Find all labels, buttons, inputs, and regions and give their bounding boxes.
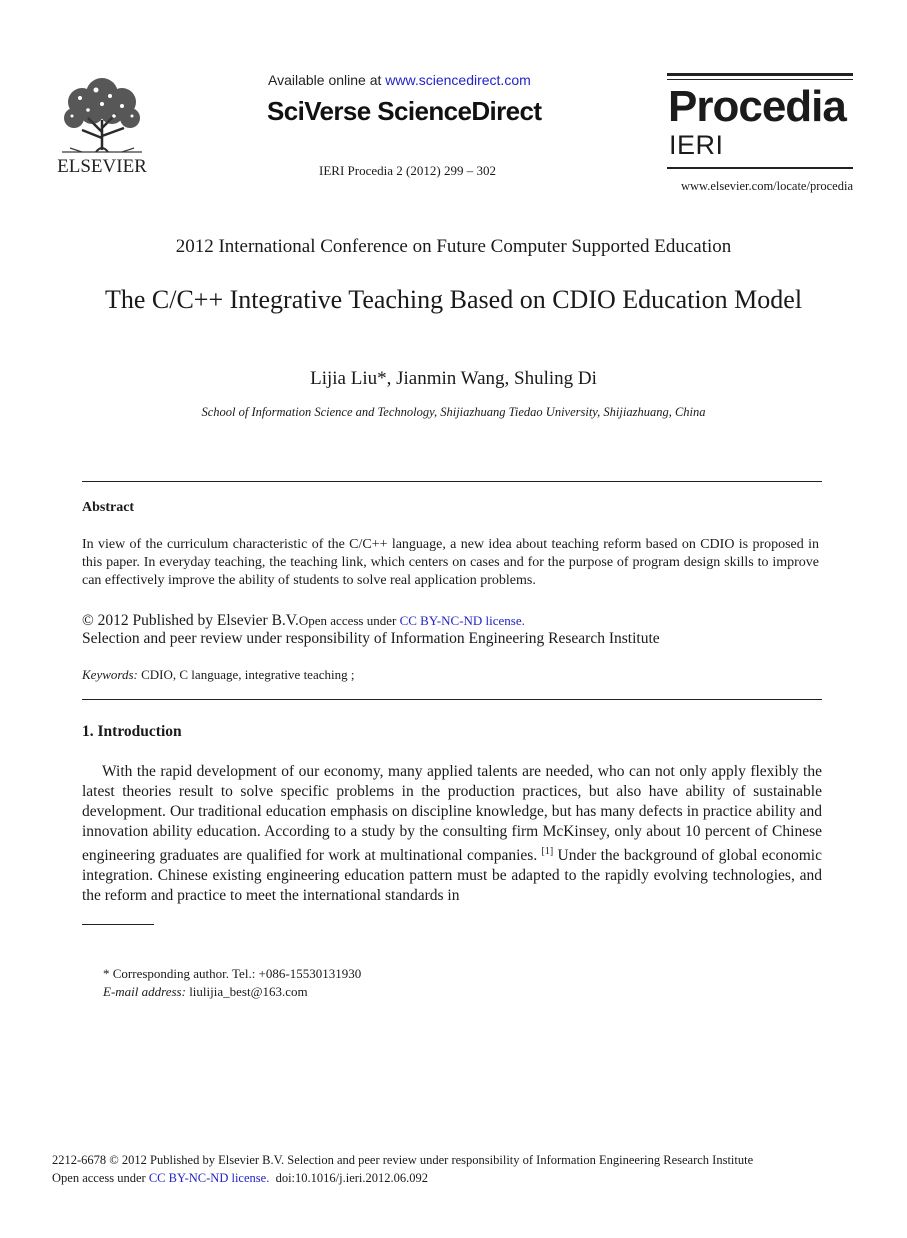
footnote-rule — [82, 924, 154, 925]
author-affiliation: School of Information Science and Technology, Shijiazhuang Tiedao University, Shijiazhuang, China — [201, 405, 706, 419]
copyright-line: © 2012 Published by Elsevier B.V.Open access under CC BY-NC-ND license. — [82, 612, 525, 629]
introduction-heading: 1. Introduction — [82, 723, 182, 740]
journal-url-link[interactable]: www.elsevier.com/locate/procedia — [680, 179, 853, 193]
procedia-top-rule-thin — [667, 79, 853, 80]
email-note: E-mail address: liulijia_best@163.com — [103, 984, 308, 999]
procedia-bottom-rule — [667, 167, 853, 169]
abstract-body: In view of the curriculum characteristic of the C/C++ language, a new idea about teaching reform based on CDIO is proposed in this paper. In everyday teaching, the teaching link, which centers on cases and for the purpose of program design skills to improve can effectively improve the ability of students to solve real application problems. — [82, 537, 819, 588]
procedia-top-rule — [667, 73, 853, 76]
divider-top — [82, 481, 822, 482]
introduction-body: With the rapid development of our economy, many applied talents are needed, who can not only apply flexibly the latest theories result to solve specific problems in the production practices, but also have ability of sustainable development. Our traditional education emphasis on discipline knowledge, but has many defects in practice ability and innovation ability education. According to a study by the consulting firm McKinsey, only about 10 percent of Chinese engineering graduates are qualified for work at multinational companies. [1] Under the background of global economic integration. Chinese existing engineering education pattern must be adapted to the rapidly evolving technologies, and the reform and practice to meet the international standards in — [82, 763, 822, 905]
license-link[interactable]: CC BY-NC-ND license. — [399, 613, 525, 628]
journal-reference: IERI Procedia 2 (2012) 299 – 302 — [319, 163, 496, 178]
footer-license-link[interactable]: CC BY-NC-ND license. — [148, 1171, 270, 1185]
elsevier-wordmark: ELSEVIER — [57, 156, 147, 177]
divider-bottom — [82, 699, 822, 700]
footer-issn-line: 2212-6678 © 2012 Published by Elsevier B.V. Selection and peer review under responsibility of Information Engineering Research Institute — [52, 1153, 754, 1167]
doi[interactable]: doi:10.1016/j.ieri.2012.06.092 — [269, 1171, 429, 1185]
paper-title: The C/C++ Integrative Teaching Based on CDIO Education Model — [104, 285, 803, 314]
abstract-heading: Abstract — [82, 500, 135, 515]
author-list: Lijia Liu*, Jianmin Wang, Shuling Di — [310, 368, 597, 389]
conference-name: 2012 International Conference on Future Computer Supported Education — [175, 236, 732, 257]
footer-license-line: Open access under CC BY-NC-ND license. doi:10.1016/j.ieri.2012.06.092 — [52, 1171, 429, 1185]
selection-statement: Selection and peer review under responsibility of Information Engineering Research Institute — [82, 630, 660, 647]
available-online-line: Available online at www.sciencedirect.com — [268, 72, 531, 88]
procedia-logo: Procedia — [668, 82, 846, 131]
procedia-ieri-label: IERI — [669, 130, 724, 160]
keywords-line: Keywords: CDIO, C language, integrative teaching ; — [82, 667, 355, 682]
corresponding-author-note: * Corresponding author. Tel.: +086-15530131930 — [103, 966, 362, 981]
citation-ref[interactable]: [1] — [541, 846, 554, 857]
sciencedirect-link[interactable]: www.sciencedirect.com — [385, 72, 531, 88]
sciverse-sciencedirect-logo: SciVerse ScienceDirect — [267, 96, 542, 126]
